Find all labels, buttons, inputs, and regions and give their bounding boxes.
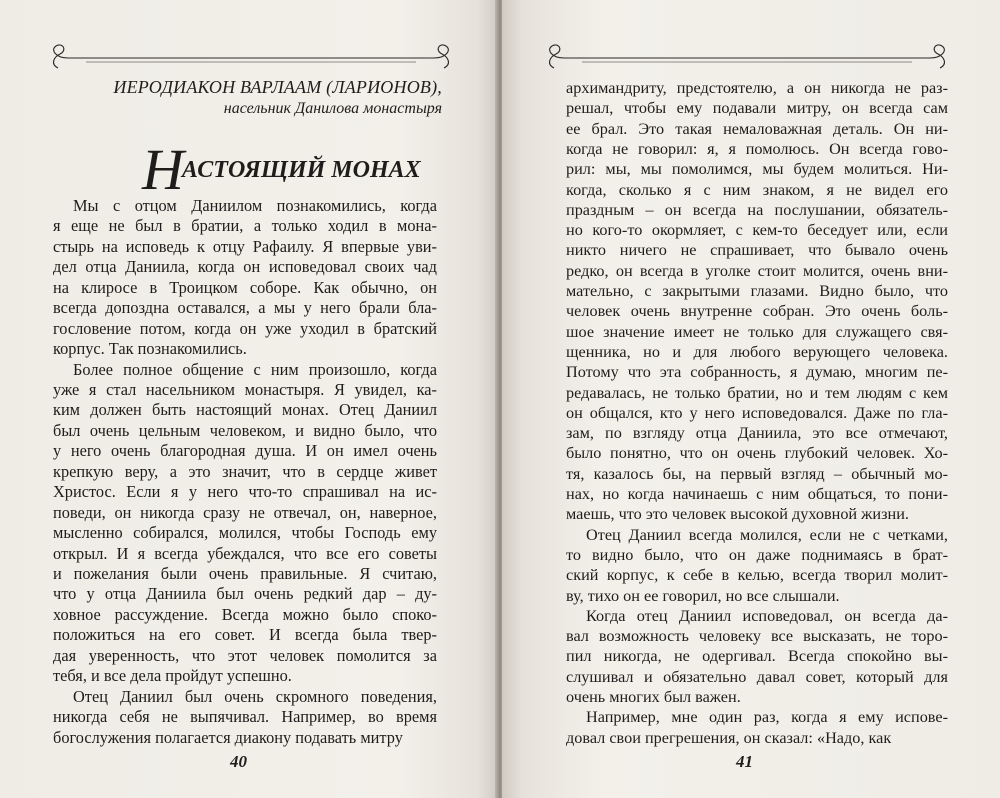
text-line: Более полное общение с ним произошло, когда [73, 359, 437, 379]
page-number: 40 [230, 752, 247, 771]
title-initial: Н [142, 137, 182, 202]
text-line: ким должен быть настоящий монах. Отец Даниил [53, 400, 437, 420]
author-role: насельник Данилова монастыря [223, 100, 442, 117]
text-line: зам, по взгляду отца Даниила, это все отмечают, [566, 424, 948, 443]
text-line: вал возможность человеку все высказать, не торо- [566, 627, 948, 646]
text-line: положиться на его совет. И всегда была твер- [53, 625, 437, 645]
title-rest: АСТОЯЩИЙ МОНАХ [181, 157, 421, 183]
text-line: всегда допоздна оставался, а мы у него брали бла- [53, 298, 437, 318]
chapter-title [142, 136, 421, 202]
page-number: 41 [736, 752, 753, 771]
text-line: стырь на исповедь к отцу Рафаилу. Я впервые уви- [53, 236, 437, 256]
text-line: Христос. Если я у него что-то спрашивал на ис- [53, 482, 437, 502]
text-line: довал свои прегрешения, он сказал: «Надо, как [566, 728, 892, 747]
text-line: крепкую веру, а это значит, что в сердце живет [53, 461, 437, 481]
text-line: уже я стал насельником монастыря. Я увидел, ка- [53, 380, 437, 399]
text-line: что у отца Даниила был очень редкий дар – ду- [53, 584, 437, 604]
text-line: поведи, он никогда сразу не отвечал, он, наверное, [53, 502, 437, 522]
text-line: мательно, с закрытыми глазами. Видно было, что [566, 282, 948, 301]
text-line: Когда отец Даниил исповедовал, он всегда да- [586, 606, 948, 625]
text-line: слушивал и обязательно давал совет, который для [566, 667, 948, 686]
text-line: когда не говорил: я, я помолюсь. Он всегда гово- [566, 139, 948, 158]
text-line: редко, он всегда в уголке стоит молится, очень вни- [566, 261, 948, 280]
text-line: ее брал. Это такая немаловажная деталь. Он ни- [566, 119, 948, 138]
text-line: Потому что эта собранность, я думаю, многим пе- [566, 363, 948, 382]
text-line: шое значение имеет не только для служащего свя- [566, 322, 948, 341]
text-line: праздным – он всегда на послушании, обязатель- [566, 200, 948, 219]
text-line: никто ничего не спрашивает, что бывало очень [566, 241, 948, 260]
author-block [113, 76, 442, 120]
text-line: Например, мне один раз, когда я ему испове- [586, 708, 948, 727]
text-line: Мы с отцом Даниилом познакомились, когда [73, 196, 437, 215]
text-line: человек очень внутренне собран. Это очень боль- [566, 302, 948, 321]
left-page [0, 0, 498, 798]
author-name: ИЕРОДИАКОН ВАРЛААМ (ЛАРИОНОВ), [113, 77, 442, 97]
text-line: очень многих был важен. [566, 688, 741, 707]
text-line: но кого-то окормляет, с кем-то беседует или, если [566, 221, 948, 240]
header-ornament [542, 40, 952, 76]
text-line: богослужения полагается диакону подавать митру [53, 727, 403, 747]
text-line: открыл. И я всегда убеждался, что все его советы [53, 543, 437, 563]
text-line: Отец Даниил был очень скромного поведения, [73, 686, 437, 706]
text-line: дел отца Даниила, когда он исповедовал своих чад [53, 257, 437, 277]
right-page [502, 0, 1000, 798]
text-line: Отец Даниил всегда молился, если не с четками, [586, 525, 948, 544]
text-line: на клиросе в Троицком соборе. Как обычно, он [53, 277, 437, 297]
text-line: маешь, что это человек высокой духовной жизни. [566, 505, 909, 524]
text-line: нах, но когда начинаешь с ним общаться, то пони- [566, 485, 948, 504]
text-line: решал, чтобы ему подавали митру, он всегда сам [566, 99, 948, 118]
text-line: тя, казалось бы, на первый взгляд – обычный мо- [566, 464, 948, 483]
text-line: он общался, кто у него исповедовался. Даже по гла- [566, 403, 948, 422]
text-line: то видно было, что он даже поднимаясь в брат- [566, 545, 948, 564]
text-line: ский корпус, к себе в келью, всегда творил молит- [566, 566, 948, 585]
text-line: и пожелания были очень правильные. Я считаю, [53, 564, 437, 583]
text-line: пил никогда, не одергивал. Всегда спокойно вы- [566, 647, 948, 666]
text-line: дая уверенность, что этот человек помолится за [53, 645, 437, 665]
text-line: ховное рассуждение. Всегда можно было споко- [53, 604, 437, 624]
text-line: мысленно собирался, молился, чтобы Господь ему [53, 523, 437, 543]
text-line: был очень цельным человеком, и видно было, что [53, 420, 437, 440]
text-line: щенника, но и для любого верующего человека. [566, 342, 948, 361]
text-line: тебя, и все дела пройдут успешно. [53, 666, 292, 686]
text-line: рил: мы, мы помолимся, мы будем молиться. Ни- [566, 160, 948, 179]
text-line: ву, тихо он ее говорил, но все слышали. [566, 586, 840, 605]
text-line: архимандриту, предстоятелю, а он никогда не раз- [566, 79, 948, 97]
text-line: я еще не был в братии, а только ходил в мона- [53, 216, 437, 236]
text-line: никогда себя не выпячивал. Например, во время [53, 707, 437, 727]
text-line: когда, сколько я с ним знаком, я не видел его [566, 180, 948, 199]
text-line: было понятно, что он очень глубокий человек. Хо- [566, 444, 948, 463]
text-line: корпус. Так познакомились. [53, 339, 247, 359]
header-ornament [46, 40, 456, 76]
text-line: редавалась, не только братии, но и тем людям с кем [566, 383, 948, 402]
text-line: гословение потом, когда он уже уходил в братский [53, 318, 437, 338]
text-line: у него очень благородная душа. И он имел очень [53, 441, 437, 461]
